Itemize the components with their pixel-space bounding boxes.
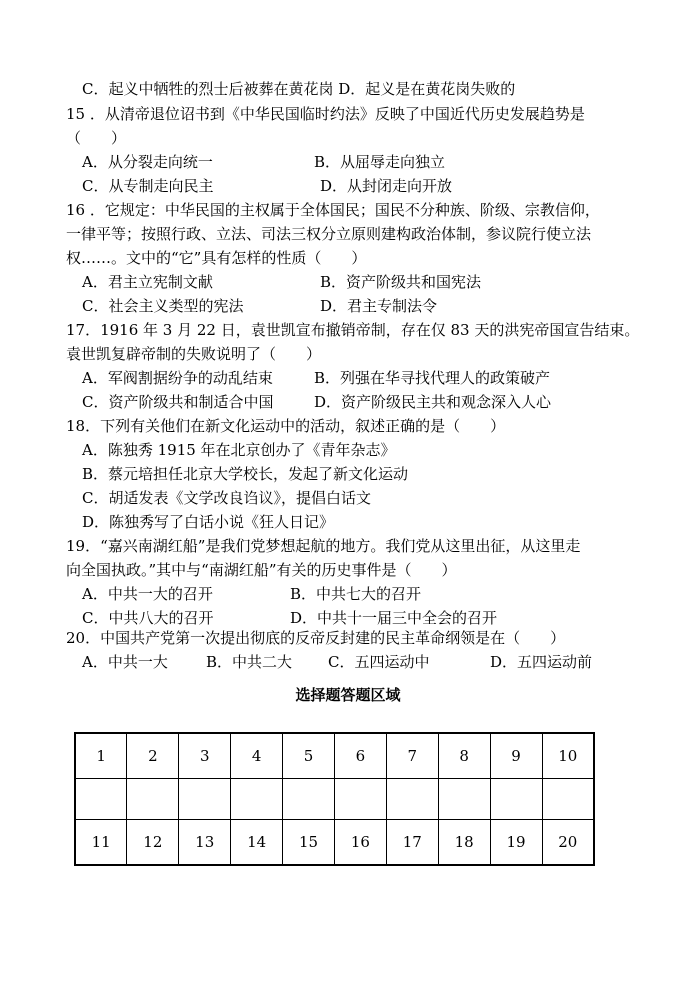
q20-option-d: D．五四运动前 [490, 653, 593, 671]
q15-stem-line2: （ ） [66, 129, 127, 147]
q15-option-d: D．从封闭走向开放 [320, 177, 453, 195]
q20-option-b: B．中共二大 [206, 653, 293, 671]
question-number-cell: 12 [127, 820, 179, 866]
answer-blank-cell[interactable] [231, 779, 283, 820]
q19-stem-line2: 向全国执政。”其中与“南湖红船”有关的历史事件是（ ） [66, 561, 457, 579]
q18-option-a: A．陈独秀 1915 年在北京创办了《青年杂志》 [82, 441, 396, 459]
q16-option-c: C．社会主义类型的宪法 [82, 297, 244, 315]
q18-stem-line1: 18．下列有关他们在新文化运动中的活动，叙述正确的是（ ） [66, 417, 506, 435]
question-number-cell: 9 [490, 733, 542, 779]
question-number-cell: 4 [231, 733, 283, 779]
q18-option-d: D．陈独秀写了白话小说《狂人日记》 [82, 513, 335, 531]
question-number-cell: 11 [75, 820, 127, 866]
answer-blank-row [75, 779, 594, 820]
answer-blank-cell[interactable] [438, 779, 490, 820]
q17-option-a: A．军阀割据纷争的动乱结束 [82, 369, 273, 387]
answer-blank-cell[interactable] [490, 779, 542, 820]
answer-blank-cell[interactable] [283, 779, 335, 820]
answer-blank-cell[interactable] [334, 779, 386, 820]
q16-stem-line1: 16 ．它规定：中华民国的主权属于全体国民；国民不分种族、阶级、宗教信仰， [66, 201, 600, 219]
question-number-cell: 10 [542, 733, 594, 779]
question-number-cell: 1 [75, 733, 127, 779]
q19-option-a: A．中共一大的召开 [82, 585, 213, 603]
q17-stem-line1: 17．1916 年 3 月 22 日，袁世凯宣布撤销帝制，存在仅 83 天的洪宪帝国宣告结束。 [66, 321, 640, 339]
q19-option-d: D．中共十一届三中全会的召开 [290, 609, 498, 627]
question-number-cell: 5 [283, 733, 335, 779]
question-number-cell: 2 [127, 733, 179, 779]
answer-grid [74, 732, 595, 866]
q19-stem-line1: 19．“嘉兴南湖红船”是我们党梦想起航的地方。我们党从这里出征，从这里走 [66, 537, 581, 555]
answer-blank-cell[interactable] [542, 779, 594, 820]
answer-blank-cell[interactable] [127, 779, 179, 820]
q16-option-b: B．资产阶级共和国宪法 [320, 273, 482, 291]
question-number-cell: 18 [438, 820, 490, 866]
q20-option-c: C．五四运动中 [328, 653, 430, 671]
q16-stem-line2: 一律平等；按照行政、立法、司法三权分立原则建构政治体制，参议院行使立法 [66, 225, 592, 243]
question-number-cell: 15 [283, 820, 335, 866]
q17-option-c: C．资产阶级共和制适合中国 [82, 393, 274, 411]
q16-stem-line3: 权……。文中的“它”具有怎样的性质（ ） [66, 249, 367, 267]
q20-option-a: A．中共一大 [82, 653, 168, 671]
question-number-cell: 6 [334, 733, 386, 779]
answer-area-title: 选择题答题区域 [295, 686, 401, 704]
q17-option-b: B．列强在华寻找代理人的政策破产 [314, 369, 551, 387]
answer-grid-header-row-2 [75, 820, 594, 866]
answer-blank-cell[interactable] [75, 779, 127, 820]
q18-option-b: B．蔡元培担任北京大学校长，发起了新文化运动 [82, 465, 409, 483]
q15-option-b: B．从屈辱走向独立 [314, 153, 446, 171]
q15-option-a: A．从分裂走向统一 [82, 153, 213, 171]
q17-option-d: D．资产阶级民主共和观念深入人心 [314, 393, 552, 411]
question-number-cell: 3 [179, 733, 231, 779]
q17-stem-line2: 袁世凯复辟帝制的失败说明了（ ） [66, 345, 322, 363]
question-number-cell: 13 [179, 820, 231, 866]
question-number-cell: 14 [231, 820, 283, 866]
q15-stem-line1: 15 ．从清帝退位诏书到《中华民国临时约法》反映了中国近代历史发展趋势是 [66, 105, 585, 123]
q19-option-b: B．中共七大的召开 [290, 585, 422, 603]
answer-blank-cell[interactable] [179, 779, 231, 820]
q18-option-c: C．胡适发表《文学改良诌议》，提倡白话文 [82, 489, 371, 507]
question-number-cell: 8 [438, 733, 490, 779]
q20-stem-line1: 20．中国共产党第一次提出彻底的反帝反封建的民主革命纲领是在（ ） [66, 629, 566, 647]
question-number-cell: 19 [490, 820, 542, 866]
q15-option-c: C．从专制走向民主 [82, 177, 214, 195]
q16-option-a: A．君主立宪制文献 [82, 273, 213, 291]
q16-option-d: D．君主专制法令 [320, 297, 438, 315]
question-number-cell: 7 [386, 733, 438, 779]
q19-option-c: C．中共八大的召开 [82, 609, 214, 627]
question-number-cell: 17 [386, 820, 438, 866]
question-number-cell: 20 [542, 820, 594, 866]
answer-blank-cell[interactable] [386, 779, 438, 820]
answer-grid-header-row-1 [75, 733, 594, 779]
question-number-cell: 16 [334, 820, 386, 866]
q14-option-cd: C．起义中牺牲的烈士后被葬在黄花岗 D．起义是在黄花岗失败的 [82, 80, 516, 98]
